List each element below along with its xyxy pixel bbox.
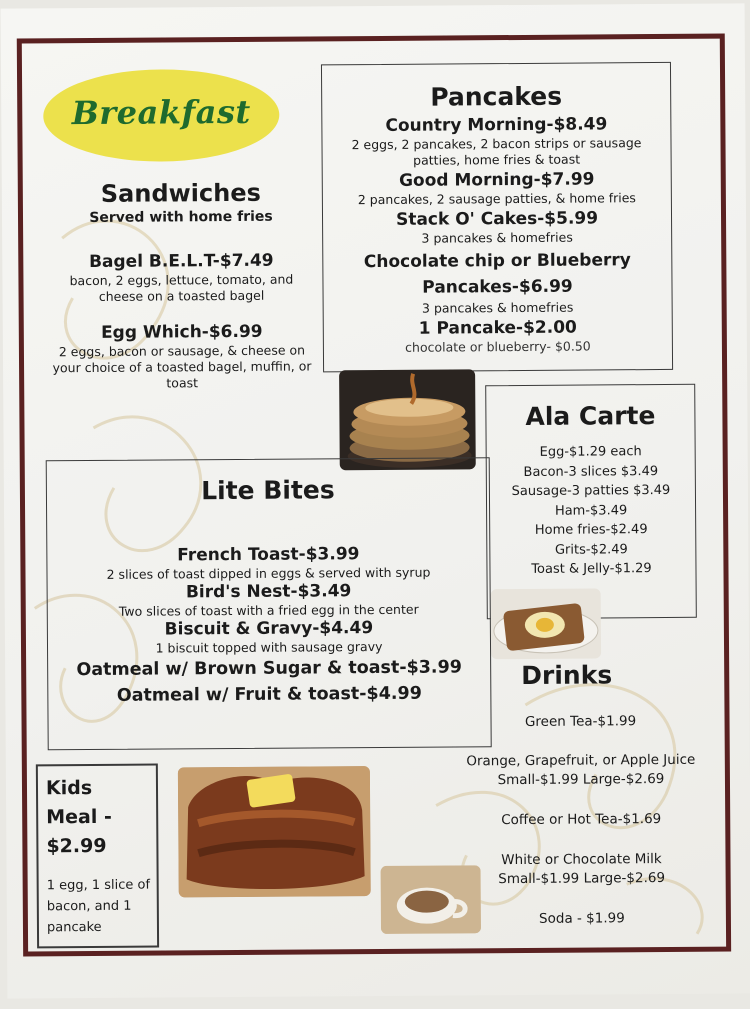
sandwiches-section <box>36 178 327 392</box>
logo-text: Breakfast <box>71 92 251 133</box>
ala-carte-item: Egg-$1.29 each <box>539 444 642 460</box>
sandwich-item-desc: bacon, 2 eggs, lettuce, tomato, and cheese on a toasted bagel <box>69 271 294 304</box>
birds-nest-photo <box>491 588 601 659</box>
lite-bites-box <box>46 457 492 750</box>
kids-meal-title-line: Meal - <box>46 805 112 829</box>
sandwiches-subtitle: Served with home fries <box>89 208 273 226</box>
coffee-photo <box>381 865 481 934</box>
ala-carte-item: Toast & Jelly-$1.29 <box>531 561 652 577</box>
drink-item: White or Chocolate Milk <box>501 851 662 869</box>
kids-meal-title-line: $2.99 <box>46 834 107 858</box>
pancake-item-name: Country Morning-$8.49 <box>385 114 608 136</box>
kids-meal-title <box>46 774 157 862</box>
pancake-item-desc: 2 eggs, 2 pancakes, 2 bacon strips or sausage patties, home fries & toast <box>351 135 642 168</box>
pancake-item-desc: 3 pancakes & homefries <box>421 229 573 246</box>
drink-item: Green Tea-$1.99 <box>524 713 637 730</box>
pancake-item-name: Stack O' Cakes-$5.99 <box>395 208 599 230</box>
sandwich-item-desc: 2 eggs, bacon or sausage, & cheese on your choice of a toasted bagel, muffin, or toast <box>52 342 312 391</box>
pancake-item-desc: 3 pancakes & homefries <box>421 299 574 316</box>
drink-item-sizes: Small-$1.99 Large-$2.69 <box>497 770 665 789</box>
ala-carte-item: Grits-$2.49 <box>554 541 628 558</box>
ala-carte-item: Home fries-$2.49 <box>534 522 648 538</box>
pancake-item-name: Good Morning-$7.99 <box>398 169 595 191</box>
drinks-list <box>445 712 717 930</box>
drink-item: Orange, Grapefruit, or Apple Juice <box>466 751 696 770</box>
lite-bite-item-name: French Toast-$3.99 <box>177 544 360 566</box>
pancake-item-name: Chocolate chip or Blueberry Pancakes-$6.99 <box>363 250 631 298</box>
ala-carte-title: Ala Carte <box>525 401 656 431</box>
kids-meal-desc: 1 egg, 1 slice of bacon, and 1 pancake <box>46 877 151 936</box>
lite-bite-item-name: Oatmeal w/ Fruit & toast-$4.99 <box>116 683 422 706</box>
ala-carte-box <box>485 384 697 619</box>
pancake-item-desc: chocolate or blueberry- $0.50 <box>405 338 591 355</box>
lite-bite-item-desc: Two slices of toast with a fried egg in the center <box>118 601 419 619</box>
menu-sheet <box>1 3 750 998</box>
kids-meal-title-line: Kids <box>45 776 93 800</box>
drink-item: Coffee or Hot Tea-$1.69 <box>501 811 662 829</box>
lite-bite-item-desc: 2 slices of toast dipped in eggs & served with syrup <box>106 564 431 582</box>
ala-carte-item: Bacon-3 slices $3.49 <box>523 463 659 480</box>
pancakes-title: Pancakes <box>430 81 563 112</box>
pancakes-box <box>321 62 673 372</box>
ala-carte-item: Sausage-3 patties $3.49 <box>511 482 671 500</box>
sandwich-item-name: Bagel B.E.L.T-$7.49 <box>88 250 274 272</box>
pancake-stack-photo <box>339 369 476 470</box>
lite-bite-item-name: Oatmeal w/ Brown Sugar & toast-$3.99 <box>76 657 462 681</box>
lite-bite-item-name: Biscuit & Gravy-$4.49 <box>164 618 374 640</box>
drink-item: Soda - $1.99 <box>538 910 625 927</box>
ala-carte-list <box>487 442 696 580</box>
kids-meal-box <box>36 764 159 949</box>
pancake-item-desc: 2 pancakes, 2 sausage patties, & home fries <box>357 190 636 208</box>
pancake-item-name: 1 Pancake-$2.00 <box>418 317 577 339</box>
drink-item-sizes: Small-$1.99 Large-$2.69 <box>498 869 666 888</box>
sandwiches-title: Sandwiches <box>100 178 261 208</box>
lite-bites-title: Lite Bites <box>201 475 335 506</box>
drinks-title: Drinks <box>521 660 613 690</box>
sandwich-item-name: Egg Which-$6.99 <box>100 321 263 343</box>
lite-bite-item-desc: 1 biscuit topped with sausage gravy <box>155 638 383 656</box>
lite-bite-item-name: Bird's Nest-$3.49 <box>185 581 352 603</box>
ala-carte-item: Ham-$3.49 <box>554 502 628 519</box>
french-toast-photo <box>178 766 371 897</box>
